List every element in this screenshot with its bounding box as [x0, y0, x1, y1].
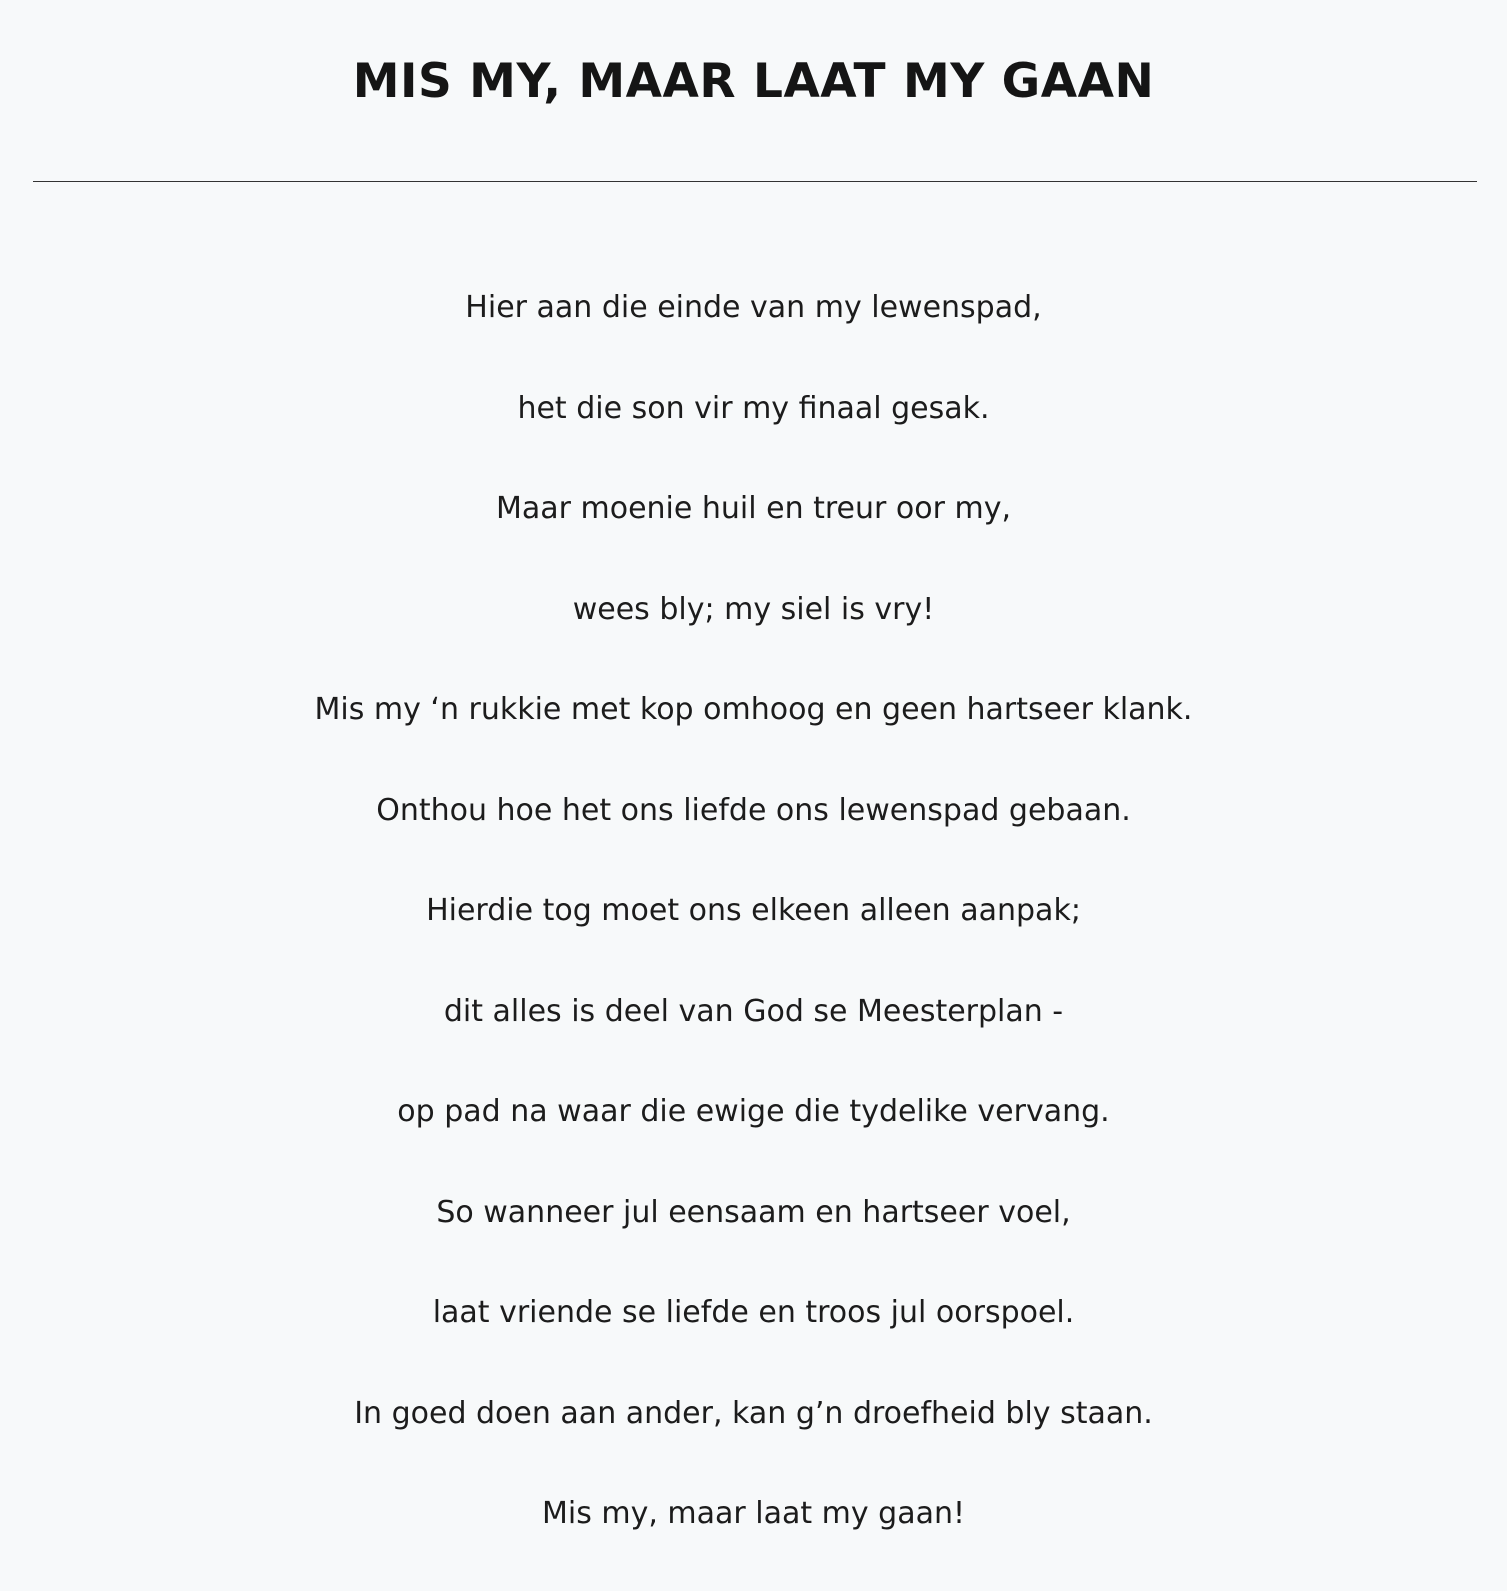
poem-title: MIS MY, MAAR LAAT MY GAAN — [352, 54, 1155, 109]
poem-line: Mis my ‘n rukkie met kop omhoog en geen hartseer klank. — [314, 692, 1193, 727]
poem-line: wees bly; my siel is vry! — [572, 591, 935, 627]
poem-line: Hier aan die einde van my lewenspad, — [465, 290, 1042, 325]
poem-line: Maar moenie huil en treur oor my, — [495, 491, 1011, 526]
title-divider — [33, 181, 1477, 182]
poem-line: Mis my, maar laat my gaan! — [541, 1496, 966, 1531]
poem-line: In goed doen aan ander, kan g’n droefheid bly staan. — [354, 1395, 1153, 1431]
poem-line: het die son vir my finaal gesak. — [517, 390, 990, 426]
poem-line: Onthou hoe het ons liefde ons lewenspad gebaan. — [376, 792, 1131, 828]
poem-line: dit alles is deel van God se Meesterplan - — [443, 993, 1064, 1029]
poem-line: op pad na waar die ewige die tydelike vervang. — [397, 1094, 1110, 1129]
poem-body — [0, 258, 1507, 1565]
poem-line: Hierdie tog moet ons elkeen alleen aanpak; — [426, 893, 1081, 928]
poem-line: So wanneer jul eensaam en hartseer voel, — [436, 1194, 1071, 1230]
poem-line: laat vriende se liefde en troos jul oorspoel. — [432, 1295, 1075, 1330]
